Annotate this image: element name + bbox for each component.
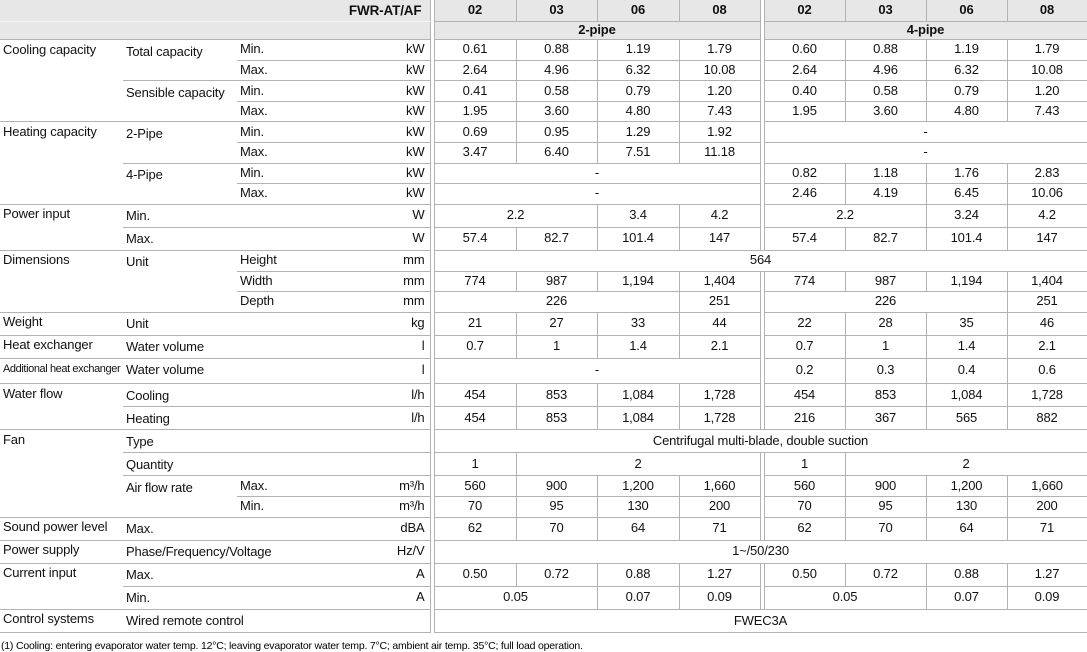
table-row xyxy=(0,204,1087,227)
row-sublabel: Phase/Frequency/Voltage xyxy=(123,540,363,563)
cell-value: 0.82 xyxy=(764,163,845,184)
row-unit: A xyxy=(363,586,430,609)
footnote: (1) Cooling: entering evaporator water temp. 12°C; leaving evaporator water temp. 7°C; ambient air temp. 35°C; full load operation. xyxy=(1,640,583,652)
cell-value: 2.2 xyxy=(434,204,597,227)
cell-value: 853 xyxy=(516,407,597,430)
model-col: 08 xyxy=(679,0,760,22)
cell-value: 1.76 xyxy=(926,163,1007,184)
cell-value: 251 xyxy=(1007,292,1087,313)
cell-value: 1.79 xyxy=(679,40,760,61)
cell-value: 2.83 xyxy=(1007,163,1087,184)
cell-value: 1,660 xyxy=(679,476,760,497)
row-unit: m³/h xyxy=(363,496,430,517)
table-row xyxy=(0,517,1087,540)
cell-value: 95 xyxy=(516,496,597,517)
cell-value: 1,404 xyxy=(679,271,760,292)
cell-value: 2 xyxy=(845,453,1087,476)
cell-value: 0.05 xyxy=(764,586,926,609)
cell-value: 4.2 xyxy=(1007,204,1087,227)
row-category: Power supply xyxy=(0,540,123,563)
cell-value: 6.32 xyxy=(597,60,679,81)
row-unit: kW xyxy=(363,142,430,163)
cell-value: 1.27 xyxy=(679,563,760,586)
cell-value: 64 xyxy=(597,517,679,540)
cell-value: 3.60 xyxy=(845,101,926,122)
cell-value: 2 xyxy=(516,453,760,476)
cell-value: 3.60 xyxy=(516,101,597,122)
row-sublabel2: Max. xyxy=(237,101,363,122)
cell-value: 900 xyxy=(516,476,597,497)
table-row xyxy=(0,453,1087,476)
cell-value: 70 xyxy=(516,517,597,540)
cell-value: 4.96 xyxy=(516,60,597,81)
cell-value: 130 xyxy=(597,496,679,517)
cell-value: 44 xyxy=(679,312,760,335)
cell-value: 853 xyxy=(516,384,597,407)
cell-value: 70 xyxy=(764,496,845,517)
cell-value: 0.58 xyxy=(516,81,597,102)
table-row xyxy=(0,358,1087,383)
cell-value: 0.07 xyxy=(597,586,679,609)
cell-value: 0.88 xyxy=(845,40,926,61)
row-sublabel: Wired remote control xyxy=(123,609,430,632)
row-sublabel2: Max. xyxy=(237,184,363,205)
cell-value: 0.09 xyxy=(679,586,760,609)
cell-value: 2.1 xyxy=(1007,335,1087,358)
row-unit: kW xyxy=(363,81,430,102)
cell-value: 6.32 xyxy=(926,60,1007,81)
table-row xyxy=(0,227,1087,250)
cell-value: 0.09 xyxy=(1007,586,1087,609)
cell-value: 0.07 xyxy=(926,586,1007,609)
cell-value: 226 xyxy=(764,292,1007,313)
cell-value: 853 xyxy=(845,384,926,407)
cell-value: 0.50 xyxy=(434,563,516,586)
row-category: Weight xyxy=(0,312,123,335)
cell-value: 0.88 xyxy=(597,563,679,586)
row-unit: l xyxy=(363,358,430,383)
cell-value: 27 xyxy=(516,312,597,335)
cell-value: 200 xyxy=(679,496,760,517)
table-row xyxy=(0,122,1087,143)
row-unit: W xyxy=(363,227,430,250)
cell-value: 147 xyxy=(1007,227,1087,250)
cell-value: 33 xyxy=(597,312,679,335)
cell-value: 7.51 xyxy=(597,142,679,163)
cell-value: 1,084 xyxy=(597,407,679,430)
row-sublabel: Cooling xyxy=(123,384,363,407)
cell-value: 4.96 xyxy=(845,60,926,81)
cell-value: 10.08 xyxy=(679,60,760,81)
row-sublabel2: Min. xyxy=(237,122,363,143)
cell-value: 147 xyxy=(679,227,760,250)
row-category: Heating capacity xyxy=(0,122,123,204)
table-row xyxy=(0,335,1087,358)
row-unit: kg xyxy=(363,312,430,335)
cell-value: 0.88 xyxy=(516,40,597,61)
row-sublabel: Max. xyxy=(123,517,363,540)
cell-value: 1,200 xyxy=(926,476,1007,497)
cell-value: 10.06 xyxy=(1007,184,1087,205)
row-sublabel: Unit xyxy=(123,312,363,335)
row-sublabel: Min. xyxy=(123,586,363,609)
row-sublabel2: Depth xyxy=(237,292,363,313)
row-category: Fan xyxy=(0,430,123,517)
cell-value: 0.05 xyxy=(434,586,597,609)
table-row xyxy=(0,476,1087,497)
row-sublabel: Air flow rate xyxy=(123,476,237,517)
cell-value: 28 xyxy=(845,312,926,335)
row-unit: kW xyxy=(363,101,430,122)
cell-value: 0.79 xyxy=(597,81,679,102)
cell-value: 4.80 xyxy=(597,101,679,122)
cell-value: 367 xyxy=(845,407,926,430)
cell-value: 62 xyxy=(434,517,516,540)
cell-value: 7.43 xyxy=(679,101,760,122)
cell-value: 0.7 xyxy=(764,335,845,358)
model-col: 03 xyxy=(516,0,597,22)
row-category: Power input xyxy=(0,204,123,250)
cell-value: 251 xyxy=(679,292,760,313)
cell-value: - xyxy=(434,163,760,184)
cell-value: 1 xyxy=(845,335,926,358)
cell-value: 1.92 xyxy=(679,122,760,143)
row-sublabel2: Max. xyxy=(237,60,363,81)
cell-value: 216 xyxy=(764,407,845,430)
cell-value: Centrifugal multi-blade, double suction xyxy=(434,430,1087,453)
cell-value: 882 xyxy=(1007,407,1087,430)
row-unit: mm xyxy=(363,250,430,271)
model-col: 06 xyxy=(597,0,679,22)
cell-value: 35 xyxy=(926,312,1007,335)
cell-value: 0.61 xyxy=(434,40,516,61)
cell-value: 454 xyxy=(764,384,845,407)
cell-value: 57.4 xyxy=(434,227,516,250)
cell-value: 0.72 xyxy=(845,563,926,586)
row-sublabel: 2-Pipe xyxy=(123,122,237,163)
row-unit: kW xyxy=(363,184,430,205)
cell-value: 0.50 xyxy=(764,563,845,586)
cell-value: 1,404 xyxy=(1007,271,1087,292)
row-sublabel: Max. xyxy=(123,227,363,250)
cell-value: 1.4 xyxy=(597,335,679,358)
table-row xyxy=(0,384,1087,407)
cell-value: 1 xyxy=(764,453,845,476)
row-unit: dBA xyxy=(363,517,430,540)
cell-value: 1,728 xyxy=(1007,384,1087,407)
cell-value: 560 xyxy=(434,476,516,497)
row-category: Current input xyxy=(0,563,123,609)
row-unit: kW xyxy=(363,40,430,61)
row-unit: mm xyxy=(363,292,430,313)
model-header-row xyxy=(0,0,1087,22)
cell-value: 1,084 xyxy=(597,384,679,407)
cell-value: 6.45 xyxy=(926,184,1007,205)
cell-value: 2.64 xyxy=(434,60,516,81)
cell-value: FWEC3A xyxy=(434,609,1087,632)
table-row xyxy=(0,163,1087,184)
cell-value: 0.58 xyxy=(845,81,926,102)
cell-value: 0.7 xyxy=(434,335,516,358)
cell-value: 70 xyxy=(434,496,516,517)
pipe-group-row xyxy=(0,22,1087,40)
table-row xyxy=(0,430,1087,453)
row-sublabel2: Max. xyxy=(237,476,363,497)
cell-value: 1,728 xyxy=(679,384,760,407)
row-unit: kW xyxy=(363,163,430,184)
model-series-label: FWR-AT/AF xyxy=(0,0,430,22)
model-col: 03 xyxy=(845,0,926,22)
row-sublabel2: Min. xyxy=(237,40,363,61)
cell-value: 560 xyxy=(764,476,845,497)
cell-value: 1.19 xyxy=(597,40,679,61)
row-unit: l/h xyxy=(363,384,430,407)
cell-value: 1.18 xyxy=(845,163,926,184)
cell-value: - xyxy=(764,122,1087,143)
cell-value: 0.79 xyxy=(926,81,1007,102)
row-sublabel: Unit xyxy=(123,250,237,312)
cell-value: 0.95 xyxy=(516,122,597,143)
table-row xyxy=(0,312,1087,335)
row-category: Cooling capacity xyxy=(0,40,123,122)
table-row xyxy=(0,40,1087,61)
cell-value: 565 xyxy=(926,407,1007,430)
cell-value: 21 xyxy=(434,312,516,335)
cell-value: 10.08 xyxy=(1007,60,1087,81)
row-sublabel: Type xyxy=(123,430,430,453)
cell-value: 0.69 xyxy=(434,122,516,143)
table-row xyxy=(0,540,1087,563)
cell-value: 0.60 xyxy=(764,40,845,61)
cell-value: 1,660 xyxy=(1007,476,1087,497)
cell-value: 1.29 xyxy=(597,122,679,143)
row-sublabel: 4-Pipe xyxy=(123,163,237,204)
cell-value: 2.2 xyxy=(764,204,926,227)
cell-value: 1.79 xyxy=(1007,40,1087,61)
cell-value: 1 xyxy=(434,453,516,476)
row-sublabel: Quantity xyxy=(123,453,430,476)
cell-value: 71 xyxy=(679,517,760,540)
header-spacer xyxy=(0,22,430,40)
cell-value: 564 xyxy=(434,250,1087,271)
cell-value: 987 xyxy=(845,271,926,292)
row-sublabel: Water volume xyxy=(123,358,363,383)
row-category: Control systems xyxy=(0,609,123,632)
cell-value: 1.19 xyxy=(926,40,1007,61)
cell-value: 200 xyxy=(1007,496,1087,517)
cell-value: 3.4 xyxy=(597,204,679,227)
cell-value: 11.18 xyxy=(679,142,760,163)
row-sublabel2: Max. xyxy=(237,142,363,163)
cell-value: 0.4 xyxy=(926,358,1007,383)
cell-value: 900 xyxy=(845,476,926,497)
cell-value: 454 xyxy=(434,407,516,430)
cell-value: 95 xyxy=(845,496,926,517)
cell-value: 2.46 xyxy=(764,184,845,205)
cell-value: 1,728 xyxy=(679,407,760,430)
cell-value: 4.80 xyxy=(926,101,1007,122)
table-row xyxy=(0,586,1087,609)
cell-value: 1.27 xyxy=(1007,563,1087,586)
row-sublabel2: Min. xyxy=(237,163,363,184)
cell-value: 57.4 xyxy=(764,227,845,250)
row-unit: m³/h xyxy=(363,476,430,497)
row-category: Water flow xyxy=(0,384,123,430)
cell-value: 1,194 xyxy=(926,271,1007,292)
cell-value: 2.1 xyxy=(679,335,760,358)
row-category: Sound power level xyxy=(0,517,123,540)
cell-value: 0.41 xyxy=(434,81,516,102)
cell-value: 0.2 xyxy=(764,358,845,383)
cell-value: 226 xyxy=(434,292,679,313)
row-category: Additional heat exchanger xyxy=(0,358,123,383)
cell-value: 4.2 xyxy=(679,204,760,227)
cell-value: 1.20 xyxy=(1007,81,1087,102)
row-unit: kW xyxy=(363,122,430,143)
row-unit: Hz/V xyxy=(363,540,430,563)
table-row xyxy=(0,609,1087,632)
cell-value: 101.4 xyxy=(926,227,1007,250)
row-unit: A xyxy=(363,563,430,586)
cell-value: 64 xyxy=(926,517,1007,540)
row-sublabel2: Min. xyxy=(237,496,363,517)
cell-value: 1.20 xyxy=(679,81,760,102)
row-sublabel: Heating xyxy=(123,407,363,430)
cell-value: 82.7 xyxy=(845,227,926,250)
cell-value: 101.4 xyxy=(597,227,679,250)
model-col: 02 xyxy=(434,0,516,22)
row-unit: l/h xyxy=(363,407,430,430)
cell-value: 1.4 xyxy=(926,335,1007,358)
cell-value: 62 xyxy=(764,517,845,540)
cell-value: - xyxy=(434,358,760,383)
group-2pipe: 2-pipe xyxy=(434,22,760,40)
row-sublabel2: Width xyxy=(237,271,363,292)
cell-value: 70 xyxy=(845,517,926,540)
cell-value: 4.19 xyxy=(845,184,926,205)
model-col: 02 xyxy=(764,0,845,22)
cell-value: 6.40 xyxy=(516,142,597,163)
cell-value: - xyxy=(764,142,1087,163)
cell-value: 987 xyxy=(516,271,597,292)
row-unit: mm xyxy=(363,271,430,292)
row-category: Dimensions xyxy=(0,250,123,312)
row-unit: kW xyxy=(363,60,430,81)
group-4pipe: 4-pipe xyxy=(764,22,1087,40)
row-sublabel: Total capacity xyxy=(123,40,237,81)
cell-value: 1~/50/230 xyxy=(434,540,1087,563)
cell-value: 7.43 xyxy=(1007,101,1087,122)
table-row xyxy=(0,563,1087,586)
cell-value: 1.95 xyxy=(434,101,516,122)
cell-value: - xyxy=(434,184,760,205)
cell-value: 0.6 xyxy=(1007,358,1087,383)
cell-value: 1,194 xyxy=(597,271,679,292)
cell-value: 774 xyxy=(764,271,845,292)
row-sublabel2: Min. xyxy=(237,81,363,102)
row-sublabel: Max. xyxy=(123,563,363,586)
cell-value: 0.88 xyxy=(926,563,1007,586)
cell-value: 2.64 xyxy=(764,60,845,81)
cell-value: 3.47 xyxy=(434,142,516,163)
row-unit: W xyxy=(363,204,430,227)
table-row xyxy=(0,250,1087,271)
cell-value: 130 xyxy=(926,496,1007,517)
table-row xyxy=(0,407,1087,430)
cell-value: 0.40 xyxy=(764,81,845,102)
cell-value: 0.3 xyxy=(845,358,926,383)
cell-value: 454 xyxy=(434,384,516,407)
cell-value: 71 xyxy=(1007,517,1087,540)
row-sublabel: Min. xyxy=(123,204,363,227)
row-unit: l xyxy=(363,335,430,358)
cell-value: 1,084 xyxy=(926,384,1007,407)
model-col: 08 xyxy=(1007,0,1087,22)
row-category: Heat exchanger xyxy=(0,335,123,358)
model-col: 06 xyxy=(926,0,1007,22)
cell-value: 22 xyxy=(764,312,845,335)
row-sublabel2: Height xyxy=(237,250,363,271)
cell-value: 82.7 xyxy=(516,227,597,250)
row-sublabel: Water volume xyxy=(123,335,363,358)
cell-value: 0.72 xyxy=(516,563,597,586)
cell-value: 1 xyxy=(516,335,597,358)
cell-value: 3.24 xyxy=(926,204,1007,227)
cell-value: 774 xyxy=(434,271,516,292)
cell-value: 1.95 xyxy=(764,101,845,122)
table-row xyxy=(0,81,1087,102)
row-sublabel: Sensible capacity xyxy=(123,81,237,122)
cell-value: 1,200 xyxy=(597,476,679,497)
cell-value: 46 xyxy=(1007,312,1087,335)
